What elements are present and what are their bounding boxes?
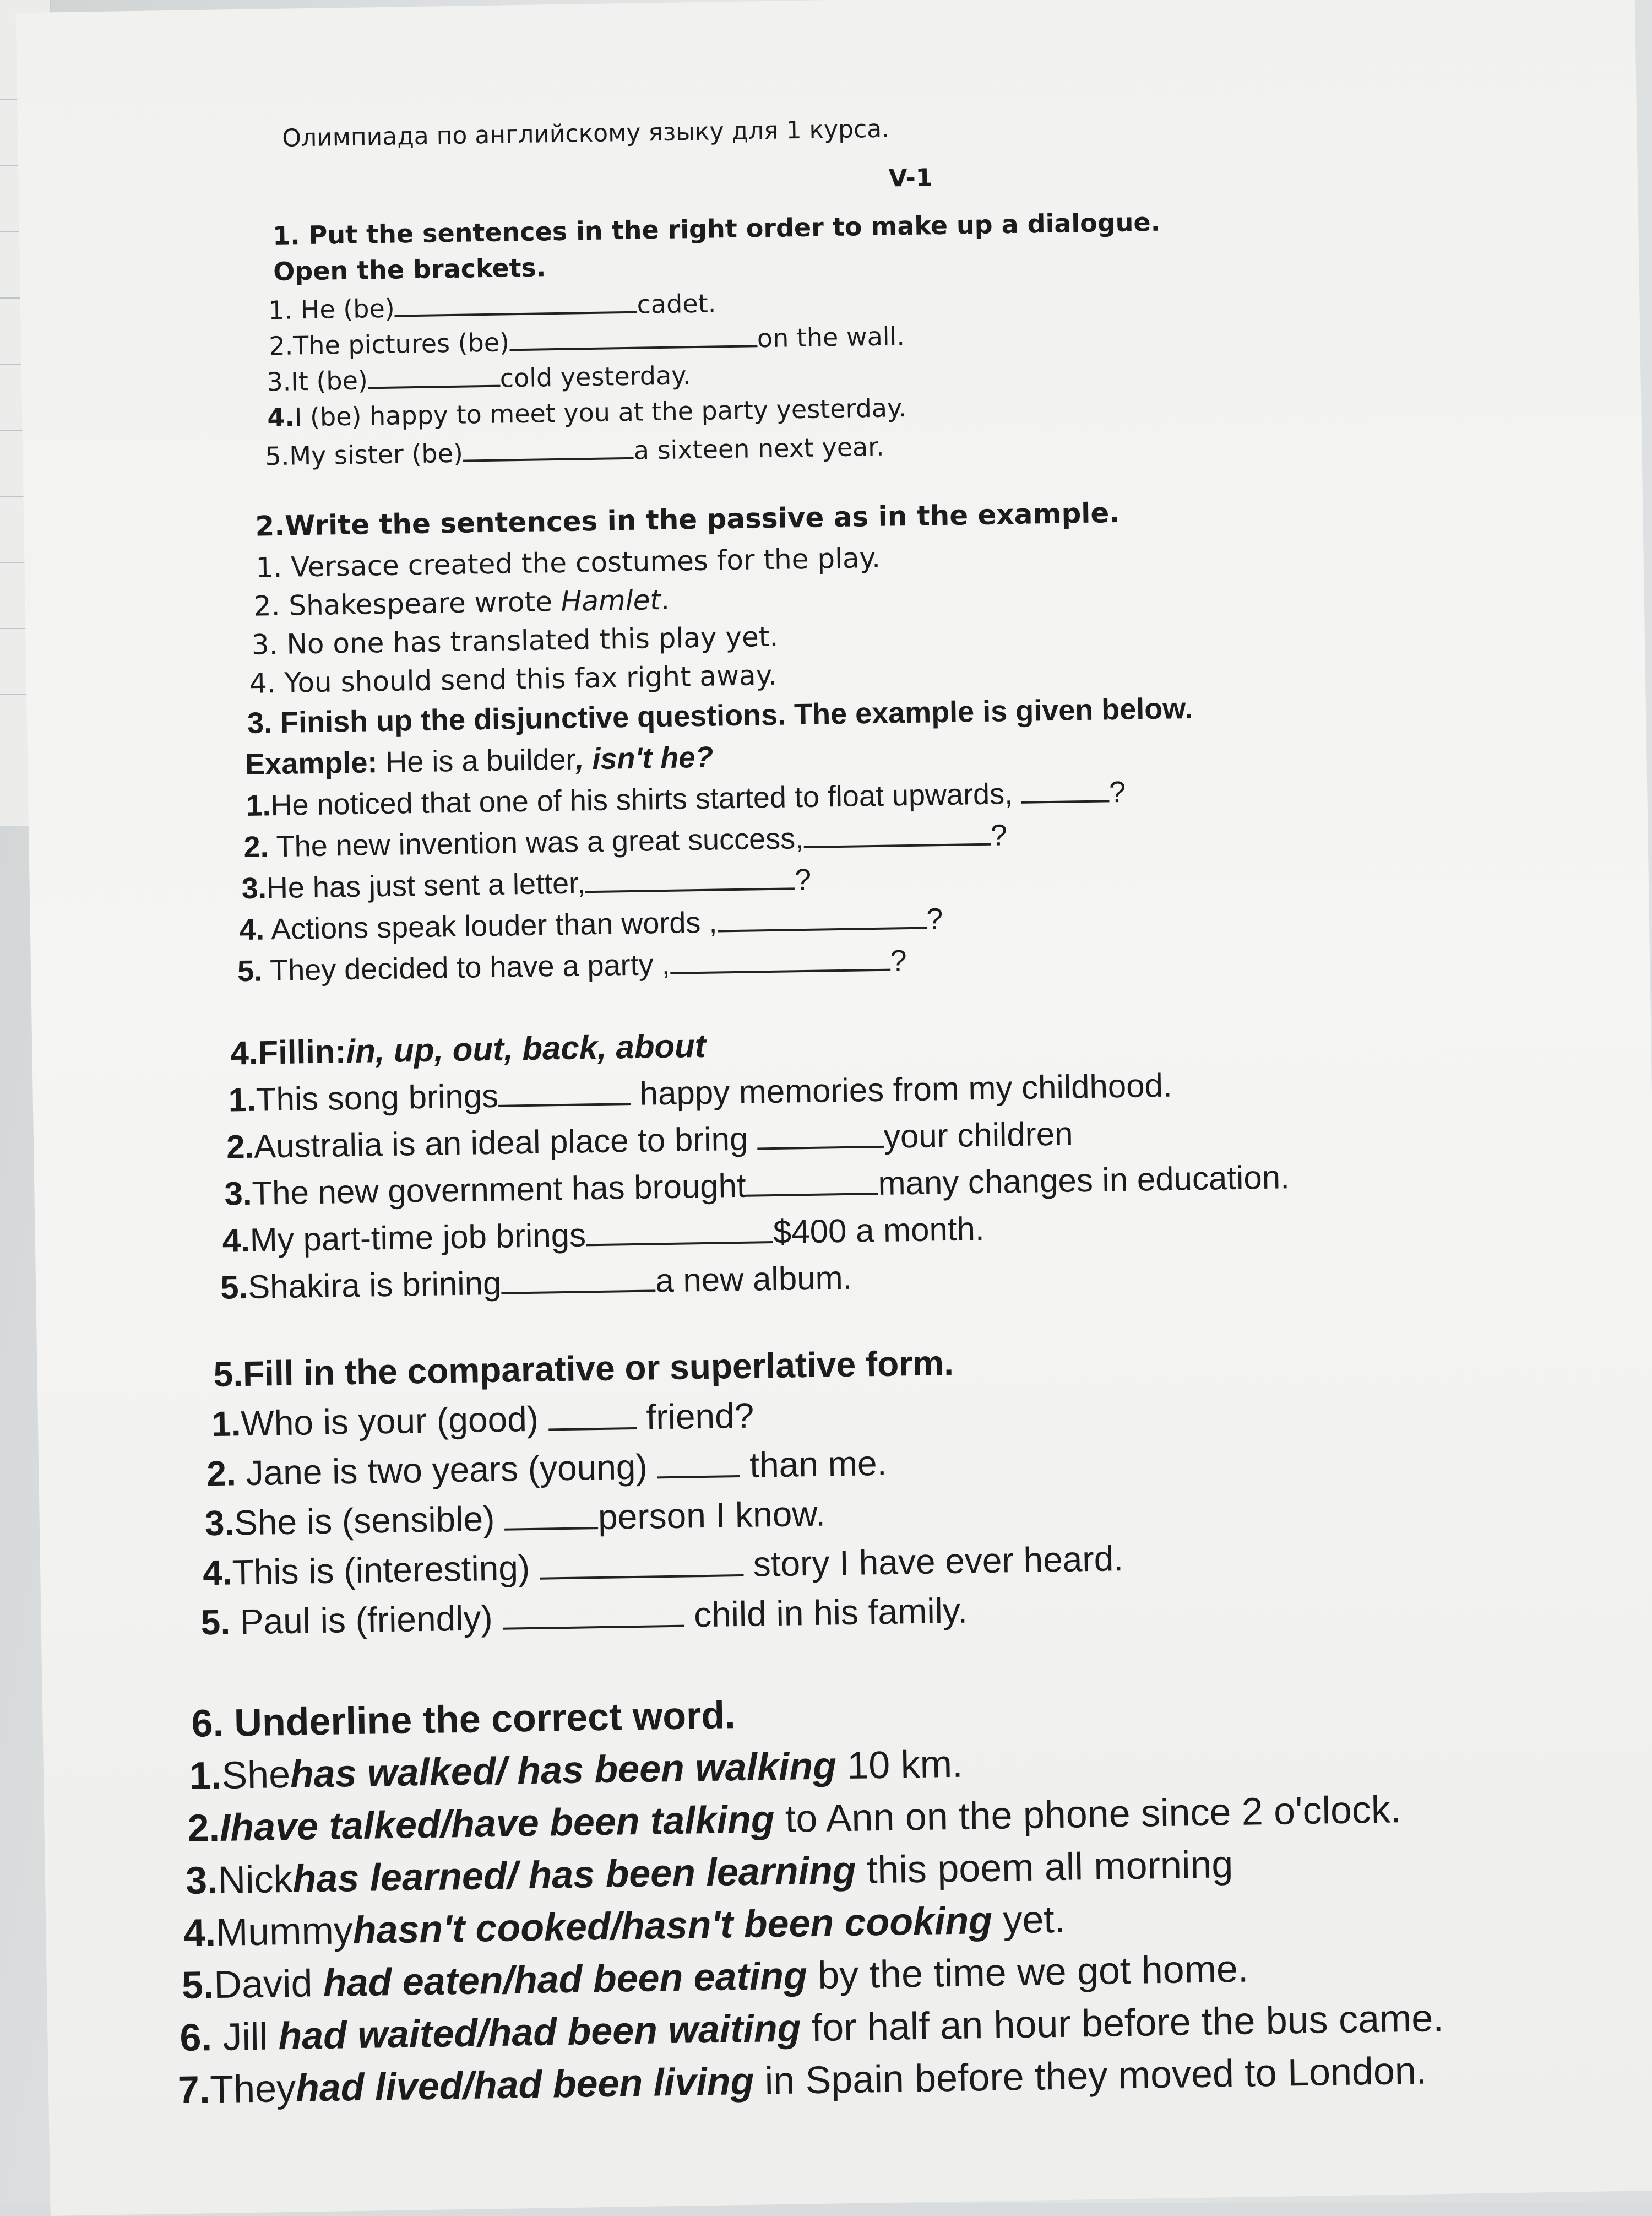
answer-blank xyxy=(548,1427,637,1431)
section1-subheading: Open the brackets. xyxy=(273,252,546,287)
section1-item-5: 5.My sister (be) a sixteen next year. xyxy=(265,431,884,472)
section6-item-6: 6. Jill had waited/had been waiting for half an hour before the bus came. xyxy=(179,1996,1444,2060)
section3-example: Example: He is a builder, isn't he? xyxy=(244,740,714,781)
section6-heading: 6. Underline the correct word. xyxy=(191,1693,736,1745)
section2-heading: 2.Write the sentences in the passive as in the example. xyxy=(255,496,1120,543)
section3-heading: 3. Finish up the disjunctive questions. The example is given below. xyxy=(247,691,1193,740)
answer-blank xyxy=(368,384,500,389)
section6-item-7: 7.Theyhad lived/had been living in Spain before they moved to London. xyxy=(177,2049,1427,2112)
section1-item-3: 3.It (be) cold yesterday. xyxy=(266,360,691,397)
answer-blank xyxy=(657,1475,740,1478)
section6-item-4: 4.Mummyhasn't cooked/hasn't been cooking yet. xyxy=(183,1897,1066,1954)
section6-item-3: 3.Nickhas learned/ has been learning this poem all morning xyxy=(185,1843,1233,1902)
answer-blank xyxy=(803,843,991,848)
section2-item-1: 1. Versace created the costumes for the play. xyxy=(256,541,881,584)
section1-item-2: 2.The pictures (be) on the wall. xyxy=(268,321,905,361)
section4-item-3: 3.The new government has brought many changes in education. xyxy=(224,1158,1290,1212)
answer-blank xyxy=(463,457,634,462)
answer-blank xyxy=(746,1192,878,1197)
section5-item-1: 1.Who is your (good) friend? xyxy=(211,1395,754,1444)
section3-item-1: 1.He noticed that one of his shirts started to float upwards, ? xyxy=(245,775,1126,822)
section5-heading: 5.Fill in the comparative or superlative form. xyxy=(213,1342,954,1395)
section2-item-3: 3. No one has translated this play yet. xyxy=(251,620,779,661)
section1-item-4: 4.I (be) happy to meet you at the party yesterday. xyxy=(267,393,907,433)
variant-label: V-1 xyxy=(888,164,933,193)
section4-item-2: 2.Australia is an ideal place to bring your children xyxy=(226,1115,1073,1166)
answer-blank xyxy=(1021,799,1109,804)
answer-blank xyxy=(503,1624,684,1630)
section4-item-4: 4.My part-time job brings $400 a month. xyxy=(222,1210,985,1259)
section6-item-1: 1.Shehas walked/ has been walking 10 km. xyxy=(189,1742,964,1797)
section4-item-1: 1.This song brings happy memories from my childhood. xyxy=(228,1066,1173,1119)
answer-blank xyxy=(540,1574,743,1580)
section5-item-3: 3.She is (sensible) person I know. xyxy=(204,1493,826,1543)
answer-blank xyxy=(670,968,890,974)
answer-blank xyxy=(585,887,795,893)
section4-item-5: 5.Shakira is brining a new album. xyxy=(220,1259,852,1306)
answer-blank xyxy=(395,311,637,317)
section1-heading: 1. Put the sentences in the right order to make up a dialogue. xyxy=(272,207,1161,251)
answer-blank xyxy=(498,1102,631,1107)
answer-blank xyxy=(586,1240,773,1246)
section5-item-4: 4.This is (interesting) story I have ever heard. xyxy=(202,1538,1124,1593)
section1-item-1: 1. He (be) cadet. xyxy=(268,288,716,326)
section2-item-4: 4. You should send this fax right away. xyxy=(249,659,778,700)
section3-item-3: 3.He has just sent a letter, ? xyxy=(241,863,812,906)
section3-item-4: 4. Actions speak louder than words , ? xyxy=(239,902,943,947)
section4-heading: 4.Fillin:in, up, out, back, about xyxy=(230,1027,707,1072)
answer-blank xyxy=(718,927,927,933)
worksheet-page xyxy=(16,0,1652,2216)
answer-blank xyxy=(504,1526,598,1531)
section3-item-5: 5. They decided to have a party , ? xyxy=(237,944,907,988)
section6-item-2: 2.Ihave talked/have been talking to Ann on the phone since 2 o'clock. xyxy=(187,1787,1401,1850)
section5-item-5: 5. Paul is (friendly) child in his family. xyxy=(200,1590,968,1643)
section2-item-2: 2. Shakespeare wrote Hamlet. xyxy=(253,583,670,622)
answer-blank xyxy=(509,344,757,351)
section5-item-2: 2. Jane is two years (young) than me. xyxy=(206,1443,887,1494)
answer-blank xyxy=(502,1289,656,1294)
section6-item-5: 5.David had eaten/had been eating by the time we got home. xyxy=(181,1947,1249,2007)
answer-blank xyxy=(757,1145,884,1150)
section3-item-2: 2. The new invention was a great success, ? xyxy=(243,819,1008,864)
page-title: Олимпиада по английскому языку для 1 курса. xyxy=(282,115,890,153)
